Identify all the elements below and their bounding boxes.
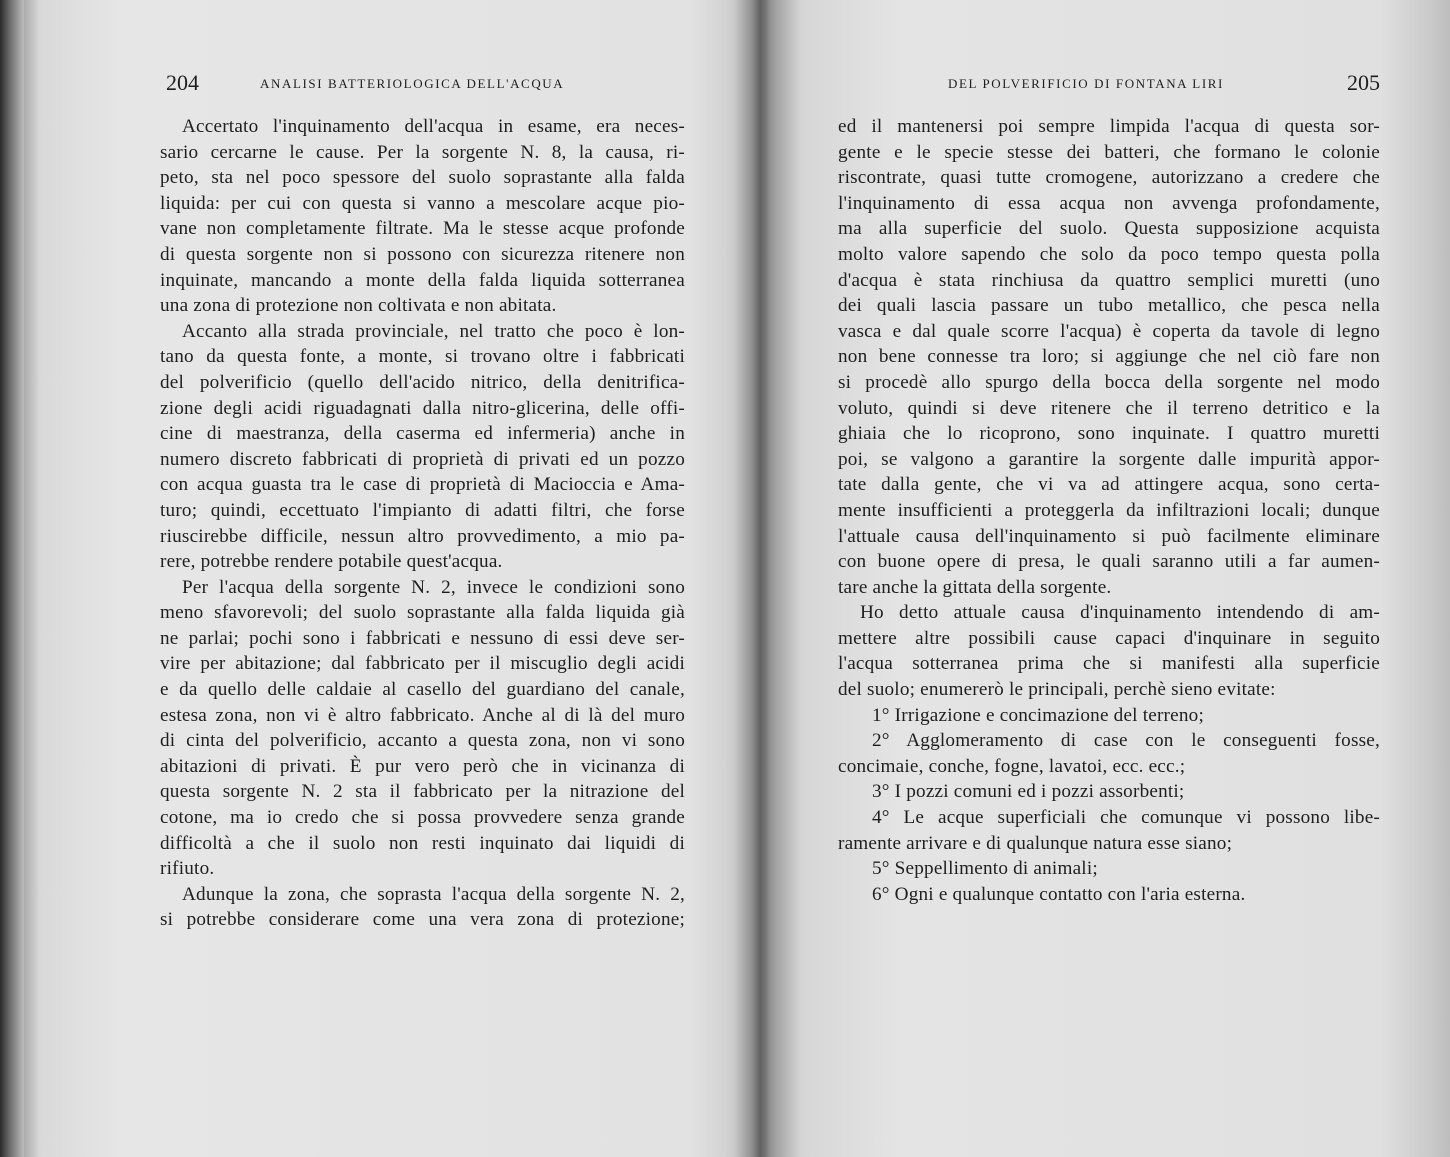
- text-line: tare anche la gittata della sorgente.: [838, 576, 1112, 598]
- text-line: voluto, quindi si deve ritenere che il terreno detritico e la: [838, 397, 1380, 419]
- text-line: cine di maestranza, della caserma ed infermeria) anche in: [160, 423, 685, 445]
- text-line: gente e le specie stesse dei batteri, che formano le colonie: [838, 141, 1380, 163]
- text-line: abitazioni di privati. È pur vero però che in vicinanza di: [160, 755, 685, 777]
- right-running-head: [838, 70, 1380, 98]
- text-line: difficoltà a che il suolo non resti inquinato dai liquidi di: [160, 832, 685, 854]
- text-line: vasca e dal quale scorre l'acqua) è coperta da tavole di legno: [838, 320, 1380, 342]
- text-line: 6° Ogni e qualunque contatto con l'aria esterna.: [872, 883, 1246, 905]
- text-line: zione degli acidi riguadagnati dalla nitro-glicerina, delle offi-: [160, 397, 685, 419]
- right-page: [838, 70, 1380, 907]
- text-line: l'acqua sotterranea prima che si manifesti alla superficie: [838, 653, 1380, 675]
- text-line: riscontrate, quasi tutte cromogene, autorizzano a credere che: [838, 167, 1380, 189]
- text-line: dei quali lascia passare un tubo metallico, che pesca nella: [838, 295, 1380, 317]
- text-line: l'attuale causa dell'inquinamento si può facilmente eliminare: [838, 525, 1380, 547]
- text-line: Adunque la zona, che soprasta l'acqua della sorgente N. 2,: [182, 883, 685, 905]
- text-line: sario cercarne le cause. Per la sorgente N. 8, la causa, ri-: [160, 141, 685, 163]
- right-page-number: 205: [1347, 70, 1380, 95]
- text-line: inquinate, mancando a monte della falda liquida sotterranea: [160, 269, 685, 291]
- right-running-title: DEL POLVERIFICIO DI FONTANA LIRI: [948, 76, 1224, 91]
- book-gutter: [725, 0, 805, 1157]
- left-page-number: 204: [166, 70, 199, 95]
- text-line: si procedè allo spurgo della bocca della sorgente nel modo: [838, 371, 1380, 393]
- text-line: ed il mantenersi poi sempre limpida l'acqua di questa sor-: [838, 116, 1380, 137]
- text-line: di questa sorgente non si possono con sicurezza ritenere non: [160, 243, 685, 265]
- text-line: vane non completamente filtrate. Ma le stesse acque profonde: [160, 218, 685, 240]
- text-line: mente insufficienti a proteggerla da infiltrazioni locali; dunque: [838, 499, 1380, 521]
- text-line: l'inquinamento di essa acqua non avvenga profondamente,: [838, 192, 1380, 214]
- text-line: d'acqua è stata rinchiusa da quattro semplici muretti (uno: [838, 269, 1380, 291]
- text-line: meno sfavorevoli; del suolo soprastante alla falda liquida già: [160, 602, 685, 624]
- left-page: [160, 70, 685, 933]
- text-line: una zona di protezione non coltivata e non abitata.: [160, 295, 557, 317]
- text-line: cotone, ma io credo che si possa provvedere senza grande: [160, 807, 685, 829]
- text-line: tano da questa fonte, a monte, si trovano oltre i fabbricati: [160, 346, 685, 368]
- text-line: riuscirebbe difficile, nessun altro provvedimento, a mio pa-: [160, 525, 685, 547]
- text-line: 4° Le acque superficiali che comunque vi possono libe-: [872, 807, 1380, 829]
- text-line: Accertato l'inquinamento dell'acqua in esame, era neces-: [182, 116, 685, 137]
- text-line: 5° Seppellimento di animali;: [872, 858, 1098, 880]
- text-line: si potrebbe considerare come una vera zona di protezione;: [160, 909, 685, 931]
- text-line: ghiaia che lo ricoprono, sono inquinate. I quattro muretti: [838, 423, 1380, 445]
- left-running-head: [160, 70, 685, 98]
- text-line: estesa zona, non vi è altro fabbricato. Anche al di là del muro: [160, 704, 685, 726]
- text-line: Ho detto attuale causa d'inquinamento intendendo di am-: [860, 602, 1380, 624]
- text-line: ne parlai; pochi sono i fabbricati e nessuno di essi deve ser-: [160, 627, 685, 649]
- text-line: vire per abitazione; dal fabbricato per il miscuglio degli acidi: [160, 653, 685, 675]
- text-line: non bene connesse tra loro; si aggiunge che nel ciò fare non: [838, 346, 1380, 368]
- text-line: peto, sta nel poco spessore del suolo soprastante alla falda: [160, 167, 685, 189]
- text-line: di cinta del polverificio, accanto a questa zona, non vi sono: [160, 730, 685, 752]
- text-line: numero discreto fabbricati di proprietà di privati ed un pozzo: [160, 448, 685, 470]
- text-line: mettere altre possibili cause capaci d'inquinare in seguito: [838, 627, 1380, 649]
- text-line: concimaie, conche, fogne, lavatoi, ecc. ecc.;: [838, 755, 1186, 777]
- text-line: ma alla superficie del suolo. Questa supposizione acquista: [838, 218, 1380, 240]
- text-line: rere, potrebbe rendere potabile quest'acqua.: [160, 551, 503, 573]
- text-line: del polverificio (quello dell'acido nitrico, della denitrifica-: [160, 371, 685, 393]
- text-line: con buone opere di presa, le quali saranno utili a far aumen-: [838, 551, 1380, 573]
- text-line: 1° Irrigazione e concimazione del terreno;: [872, 704, 1204, 726]
- text-line: tate dalla gente, che vi va ad attingere acqua, sono certa-: [838, 474, 1380, 496]
- text-line: liquida: per cui con questa si vanno a mescolare acque pio-: [160, 192, 685, 214]
- text-line: 2° Agglomeramento di case con le conseguenti fosse,: [872, 730, 1380, 752]
- text-line: ramente arrivare e di qualunque natura esse siano;: [838, 832, 1233, 854]
- text-line: del suolo; enumererò le principali, perchè sieno evitate:: [838, 679, 1276, 701]
- left-running-title: ANALISI BATTERIOLOGICA DELL'ACQUA: [260, 76, 565, 91]
- text-line: molto valore sapendo che solo da poco tempo questa polla: [838, 243, 1380, 265]
- text-line: Accanto alla strada provinciale, nel tratto che poco è lon-: [182, 320, 685, 342]
- text-line: poi, se valgono a garantire la sorgente dalle impurità appor-: [838, 448, 1380, 470]
- left-page-text: [160, 114, 685, 933]
- text-line: rifiuto.: [160, 858, 215, 880]
- text-line: questa sorgente N. 2 sta il fabbricato per la nitrazione del: [160, 781, 685, 803]
- text-line: con acqua guasta tra le case di proprietà di Macioccia e Ama-: [160, 474, 685, 496]
- right-page-text: [838, 114, 1380, 907]
- text-line: Per l'acqua della sorgente N. 2, invece le condizioni sono: [182, 576, 685, 598]
- text-line: 3° I pozzi comuni ed i pozzi assorbenti;: [872, 781, 1185, 803]
- book-edge: [0, 0, 24, 1157]
- text-line: turo; quindi, eccettuato l'impianto di adatti filtri, che forse: [160, 499, 685, 521]
- text-line: e da quello delle caldaie al casello del guardiano del canale,: [160, 679, 685, 701]
